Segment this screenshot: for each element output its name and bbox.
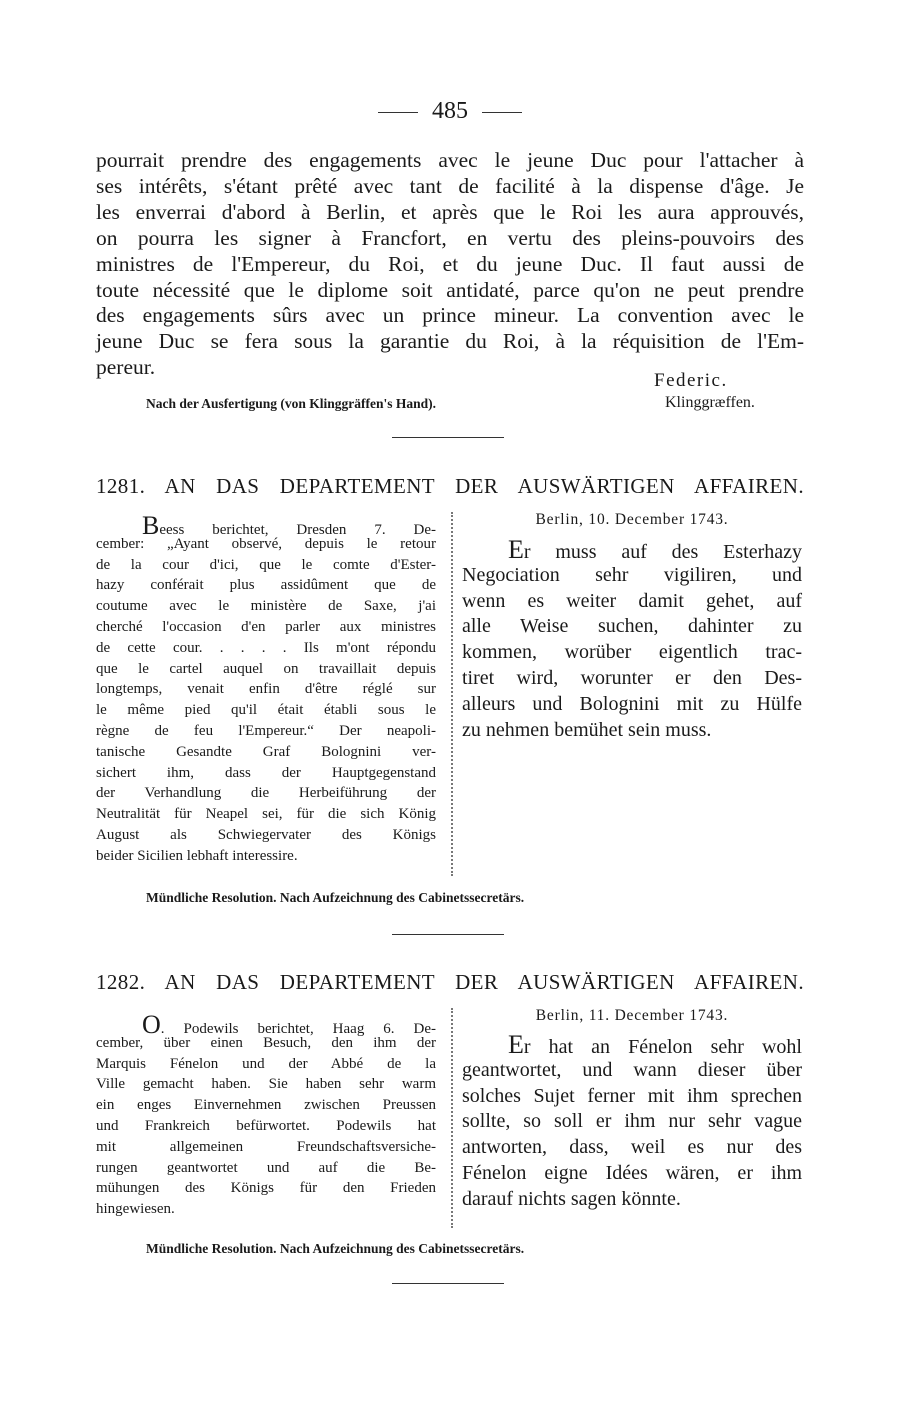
section-separator — [392, 437, 504, 438]
doc-1281-summary — [96, 513, 436, 867]
intro-line: pereur. — [96, 355, 156, 379]
doc-1282-date: Berlin, 11. December 1743. — [535, 1007, 729, 1024]
response-line: Er muss auf des Esterhazy — [508, 535, 802, 564]
initial-letter: B — [142, 511, 160, 540]
summary-line: Marquis Fénelon und der Abbé de la — [96, 1055, 436, 1072]
response-line: zu nehmen bemühet sein muss. — [462, 718, 712, 741]
column-divider — [451, 512, 453, 876]
response-line: solches Sujet ferner mit ihm sprechen — [462, 1084, 802, 1107]
summary-line: mühungen des Königs für den Frieden — [96, 1180, 436, 1197]
section-separator — [392, 934, 504, 935]
summary-line: cember: „Ayant observé, depuis le retour — [96, 535, 436, 552]
summary-line: O. Podewils berichtet, Haag 6. De- — [142, 1010, 436, 1039]
summary-line: règne de feu l'Empereur.“ Der neapoli- — [96, 722, 436, 739]
doc-1282-source-note: Mündliche Resolution. Nach Aufzeichnung des Cabinetssecretärs. — [146, 1241, 525, 1256]
intro-line: jeune Duc se fera sous la garantie du Roi, à la réquisition de l'Em- — [96, 329, 804, 353]
summary-line: rungen geantwortet und auf die Be- — [96, 1159, 436, 1176]
summary-line: August als Schwiegervater des Königs — [96, 826, 436, 843]
initial-letter: E — [508, 535, 524, 564]
summary-line: de la cour d'ici, que le comte d'Ester- — [96, 556, 436, 573]
response-line: tiret wird, worunter er den Des- — [462, 666, 802, 689]
doc-1281-heading: 1281. AN DAS DEPARTEMENT DER AUSWÄRTIGEN AFFAIREN. — [96, 474, 804, 498]
page-number — [0, 98, 900, 125]
summary-line: hingewiesen. — [96, 1201, 175, 1218]
doc-1282-response — [462, 1032, 802, 1213]
column-divider — [451, 1008, 453, 1228]
summary-line: tanische Gesandte Graf Bolognini ver- — [96, 743, 436, 760]
response-line: wenn es weiter damit gehet, auf — [462, 589, 802, 612]
doc-1282-summary — [96, 1012, 436, 1220]
summary-line: que le cartel auquel on travaillait depuis — [96, 660, 436, 677]
summary-line: cherché l'occasion d'en parler aux ministres — [96, 618, 436, 635]
section-separator — [392, 1283, 504, 1284]
doc-1281-source-note: Mündliche Resolution. Nach Aufzeichnung des Cabinetssecretärs. — [146, 890, 525, 905]
summary-line: ein enges Einvernehmen zwischen Preussen — [96, 1097, 436, 1114]
initial-letter: O — [142, 1010, 161, 1039]
response-line: alle Weise suchen, dahinter zu — [462, 615, 802, 638]
summary-line: und Frankreich befürwortet. Podewils hat — [96, 1117, 436, 1134]
summary-line: coutume avec le ministère de Saxe, j'ai — [96, 598, 436, 615]
response-line: Fénelon eigne Idées wären, er ihm — [462, 1161, 802, 1184]
doc-1281-response — [462, 537, 802, 743]
summary-line: der Verhandlung die Herbeiführung der — [96, 785, 436, 802]
intro-line: toute nécessité que le diplome soit antidaté, parce qu'on ne peut prendre — [96, 278, 804, 302]
intro-source-note: Nach der Ausfertigung (von Klinggräffen's Hand). — [146, 396, 437, 411]
doc-1282-heading: 1282. AN DAS DEPARTEMENT DER AUSWÄRTIGEN AFFAIREN. — [96, 970, 804, 994]
response-line: kommen, worüber eigentlich trac- — [462, 641, 802, 664]
summary-line: Beess berichtet, Dresden 7. De- — [142, 511, 436, 540]
response-line: darauf nichts sagen könnte. — [462, 1187, 681, 1210]
response-line: geantwortet, und wann dieser über — [462, 1058, 802, 1081]
intro-signature: Federic. — [654, 370, 728, 391]
intro-countersignature: Klinggræffen. — [665, 394, 755, 411]
response-line: sollte, so soll er ihm nur sehr vague — [462, 1110, 802, 1133]
initial-letter: E — [508, 1030, 524, 1059]
summary-line: Ville gemacht haben. Sie haben sehr warm — [96, 1076, 436, 1093]
intro-line: on pourra les signer à Francfort, en vertu des pleins-pouvoirs des — [96, 226, 804, 250]
summary-line: beider Sicilien lebhaft interessire. — [96, 847, 298, 864]
intro-line: ses intérêts, s'étant prêté avec tant de facilité à la dispense d'âge. Je — [96, 174, 804, 198]
response-line: alleurs und Bolognini mit zu Hülfe — [462, 692, 802, 715]
summary-line: hazy conférait plus assidûment que de — [96, 577, 436, 594]
summary-line: mit allgemeinen Freundschaftsversiche- — [96, 1138, 436, 1155]
intro-line: des engagements sûrs avec un prince mineur. La convention avec le — [96, 303, 804, 327]
page-number-text: 485 — [432, 98, 468, 124]
response-line: Negociation sehr vigiliren, und — [462, 563, 802, 586]
summary-line: le même pied qu'il était établi sous le — [96, 702, 436, 719]
summary-line: Neutralität für Neapel sei, für die sich König — [96, 806, 436, 823]
doc-1281-date: Berlin, 10. December 1743. — [535, 511, 729, 528]
page-number-dash-left — [378, 112, 418, 113]
summary-line: sichert ihm, dass der Hauptgegenstand — [96, 764, 436, 781]
summary-line: longtemps, venait enfin d'être réglé sur — [96, 681, 436, 698]
intro-line: les enverrai d'abord à Berlin, et après que le Roi les aura approuvés, — [96, 200, 804, 224]
page-number-dash-right — [482, 112, 522, 113]
response-line: Er hat an Fénelon sehr wohl — [508, 1030, 802, 1059]
intro-line: pourrait prendre des engagements avec le jeune Duc pour l'attacher à — [96, 148, 804, 172]
summary-line: cember, über einen Besuch, den ihm der — [96, 1034, 436, 1051]
response-line: antworten, dass, weil es nur des — [462, 1136, 802, 1159]
summary-line: de cette cour. . . . . Ils m'ont répondu — [96, 639, 436, 656]
intro-line: ministres de l'Empereur, du Roi, et du jeune Duc. Il faut aussi de — [96, 252, 804, 276]
